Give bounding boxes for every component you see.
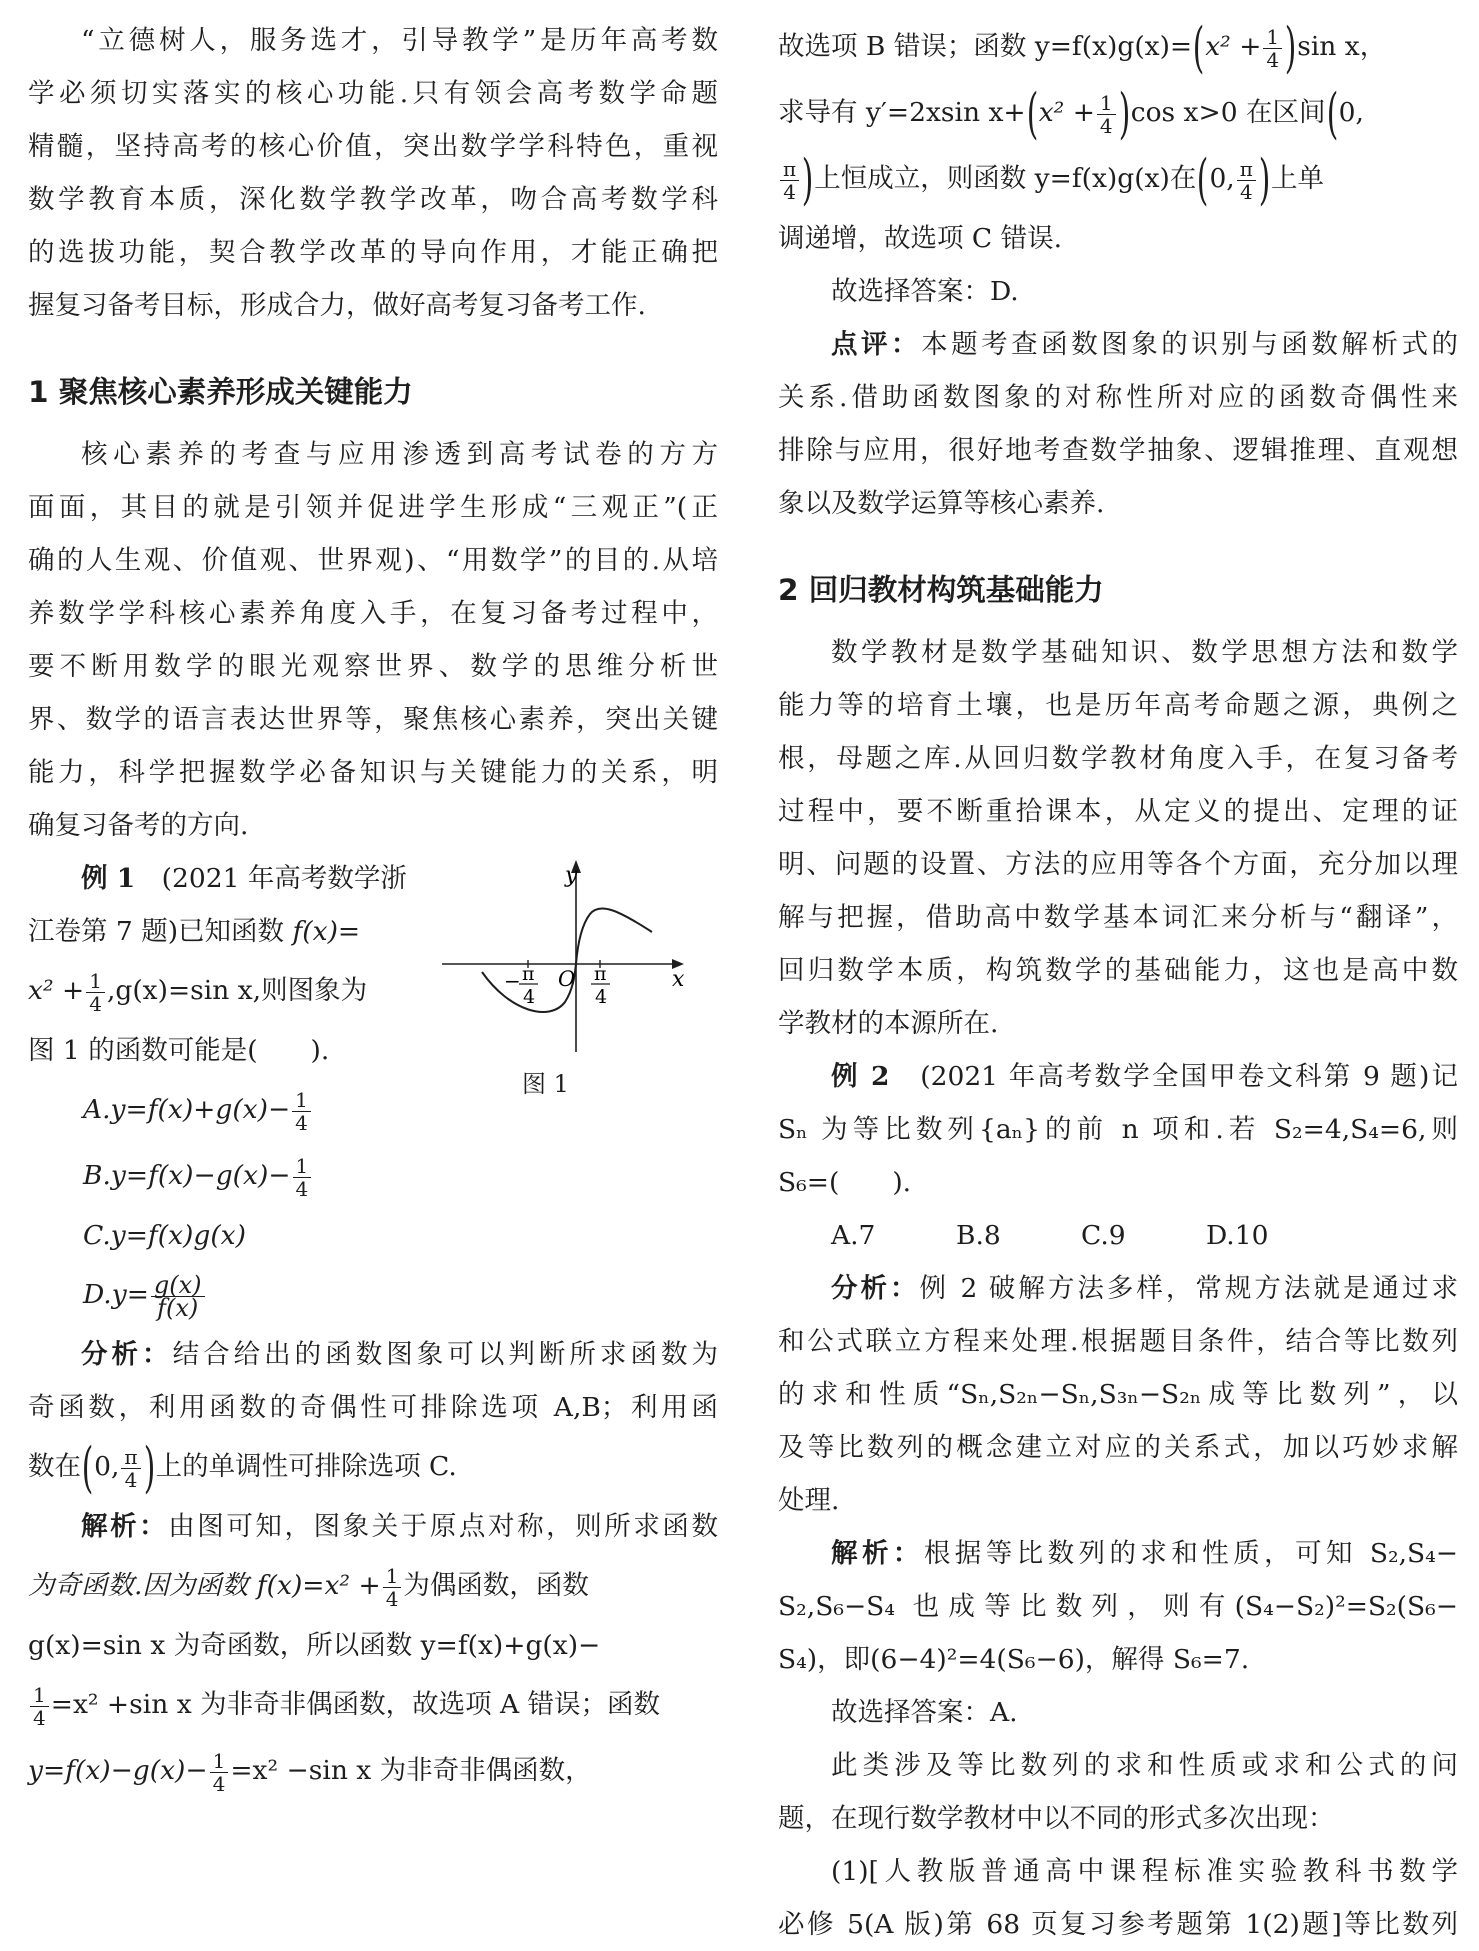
option-d-text: D.y= [83, 1279, 149, 1310]
text-line [778, 146, 1458, 212]
text-line [28, 1328, 718, 1381]
paren-close: ) [1258, 148, 1271, 211]
text-line: 精髓，坚持高考的核心价值，突出数学学科特色，重视 [28, 131, 718, 162]
fraction-num: 1 [1097, 92, 1116, 115]
text-line [778, 14, 1458, 80]
fraction [292, 1089, 311, 1134]
paren-open: ( [1197, 148, 1209, 211]
fraction-den: 4 [212, 1771, 226, 1796]
text-line: 界、数学的语言表达世界等，聚焦核心素养，突出关键 [28, 704, 718, 735]
example-1 [28, 852, 718, 1328]
pos-tick-pi: π [594, 963, 607, 985]
text-line [778, 318, 1458, 371]
text-line: 的选拔功能，契合教学改革的导向作用，才能正确把 [28, 237, 718, 268]
analysis-text: 数在 [28, 1451, 81, 1482]
math-text: cos x>0 在区间 [1130, 97, 1326, 128]
paren-open: ( [1192, 16, 1205, 79]
section-1-heading: 1 聚焦核心素养形成关键能力 [28, 375, 413, 409]
text-line: 学教材的本源所在. [778, 1008, 999, 1039]
analysis-text: 上的单调性可排除选项 C. [155, 1451, 457, 1482]
text-line: 数学教育本质，深化数学教学改革，吻合高考数学科 [28, 184, 718, 215]
answer-1: 故选择答案：D. [831, 276, 1019, 307]
fraction-den: 4 [1266, 47, 1280, 72]
math-text: 0, [1209, 163, 1235, 194]
analysis-text: 例 2 破解方法多样，常规方法就是通过求 [919, 1273, 1458, 1304]
fraction-den: 4 [33, 1705, 46, 1730]
math-text: ,g(x)=sin x,则图象为 [106, 975, 368, 1006]
analysis-text: 结合给出的函数图象可以判断所求函数为 [172, 1339, 719, 1370]
example-1-line [28, 852, 428, 905]
text-line: 题，在现行数学教材中以不同的形式多次出现： [778, 1803, 1335, 1834]
text-line [778, 1050, 1458, 1103]
fraction-num: 1 [210, 1750, 229, 1773]
paren-open: ( [81, 1436, 94, 1499]
fraction [210, 1750, 229, 1795]
text-line: 过程中，要不断重拾课本，从定义的提出、定理的证 [778, 796, 1458, 827]
fraction [121, 1446, 140, 1491]
fraction-den: 4 [295, 1176, 309, 1201]
fraction-den: 4 [1239, 179, 1253, 204]
fraction-den: 4 [385, 1586, 399, 1611]
example-2-label: 例 2 [831, 1061, 890, 1092]
fraction-den: 4 [1099, 113, 1113, 138]
solution-text: 为奇函数.因为函数 f(x)=x² + [28, 1570, 381, 1601]
fraction-num: π [121, 1446, 140, 1469]
fraction-num: 1 [292, 1089, 311, 1112]
solution-text: 为偶函数，函数 [403, 1570, 589, 1601]
option-b-text: B.y=f(x)−g(x)− [83, 1160, 291, 1191]
text-line: S₂,S₆−S₄ 也成等比数列，则有(S₄−S₂)²=S₂(S₆− [778, 1591, 1458, 1622]
math-text: 故选项 B 错误；函数 y=f(x)g(x)= [778, 31, 1193, 62]
math-text: x² + [28, 975, 85, 1006]
option-c [83, 1209, 718, 1262]
text-line: 数学教材是数学基础知识、数学思想方法和数学 [831, 637, 1458, 668]
text-line: 必修 5(A 版)第 68 页复习参考题第 1(2)题]等比数列 [778, 1909, 1458, 1940]
example-2-text: (2021 年高考数学全国甲卷文科第 9 题)记 [920, 1061, 1459, 1092]
option-d [83, 1262, 718, 1328]
comment-label: 点评： [831, 329, 922, 360]
fraction-num: 1 [30, 1684, 49, 1707]
curve [482, 908, 652, 1012]
section-2-paragraph [778, 626, 1458, 1050]
text-line: 握复习备考目标，形成合力，做好高考复习备考工作. [28, 290, 646, 321]
example-1-label: 例 1 [81, 863, 136, 894]
math-text: x² + [1038, 97, 1095, 128]
fraction-den: 4 [124, 1467, 138, 1492]
solution-1 [28, 1500, 718, 1804]
text-line: 和公式联立方程来处理.根据题目条件，结合等比数列 [778, 1326, 1458, 1357]
paren-open: ( [1326, 82, 1338, 145]
text-line [28, 1553, 718, 1619]
fraction-num: 1 [293, 1155, 312, 1178]
fraction-den: 4 [783, 179, 796, 204]
right-column [778, 14, 1458, 1951]
paren-close: ) [1118, 82, 1130, 145]
fraction [1263, 26, 1282, 71]
paren-open: ( [1026, 82, 1038, 145]
paren-close: ) [143, 1436, 155, 1499]
text-line [28, 1672, 718, 1738]
comment-1 [778, 318, 1458, 530]
fraction-num: g(x) [151, 1274, 205, 1297]
origin-label: O [558, 967, 576, 991]
example-1-source: (2021 年高考数学浙 [161, 863, 407, 894]
text-line: 根，母题之库.从回归数学教材角度入手，在复习备考 [778, 743, 1458, 774]
math-text: f(x)= [292, 916, 361, 947]
text-line: 调递增，故选项 C 错误. [778, 223, 1063, 254]
x-axis-label: x [672, 967, 685, 992]
text-line: 象以及数学运算等核心素养. [778, 488, 1105, 519]
text-line [28, 1738, 718, 1804]
fraction-num: π [1237, 158, 1256, 181]
text-line: g(x)=sin x 为奇函数，所以函数 y=f(x)+g(x)− [28, 1630, 601, 1661]
solution-text: =x² +sin x 为非奇非偶函数，故选项 A 错误；函数 [50, 1689, 661, 1720]
math-text: 上单 [1270, 163, 1324, 194]
text-line [28, 1500, 718, 1553]
text-line: S₄)，即(6−4)²=4(S₆−6)，解得 S₆=7. [778, 1644, 1250, 1675]
text-line: Sₙ 为等比数列{aₙ}的前 n 项和.若 S₂=4,S₄=6,则 [778, 1114, 1458, 1145]
text-line: 确的人生观、价值观、世界观)、“用数学”的目的.从培 [28, 545, 718, 576]
example-1-line [28, 958, 428, 1024]
fraction-num: 1 [86, 970, 105, 993]
text-line: 关系.借助函数图象的对称性所对应的函数奇偶性来 [778, 382, 1458, 413]
comment-text: 本题考查函数图象的识别与函数解析式的 [921, 329, 1459, 360]
text-line: 回归数学本质，构筑数学的基础能力，这也是高中数 [778, 955, 1458, 986]
fraction [780, 158, 799, 203]
example-1-source: 江卷第 7 题)已知函数 [28, 916, 285, 947]
text-line: 解与把握，借助高中数学基本词汇来分析与“翻译”， [778, 902, 1458, 933]
answer-2: 故选择答案：A. [831, 1697, 1018, 1728]
analysis-label: 分析： [831, 1273, 920, 1304]
fraction-num: 1 [383, 1565, 402, 1588]
math-text: 0, [94, 1451, 120, 1482]
math-text: sin x， [1297, 31, 1387, 62]
fraction [151, 1270, 205, 1322]
solution-text: 由图可知，图象关于原点对称，则所求函数 [168, 1511, 719, 1542]
paragraph-4 [778, 1845, 1458, 1951]
text-line: 及等比数列的概念建立对应的关系式，加以巧妙求解 [778, 1432, 1458, 1463]
text-line [778, 80, 1458, 146]
text-line [28, 1434, 718, 1500]
text-line: 处理. [778, 1485, 840, 1516]
paren-close: ) [1284, 16, 1297, 79]
text-line: 能力，科学把握数学必备知识与关键能力的关系，明 [28, 757, 718, 788]
example-1-line [28, 905, 428, 958]
fraction-den: f(x) [157, 1293, 199, 1322]
option-a: A.7 [831, 1220, 876, 1251]
option-b [83, 1143, 718, 1209]
fraction [1237, 158, 1256, 203]
fraction [86, 970, 105, 1015]
option-b: B.8 [956, 1220, 1001, 1251]
math-text: x² + [1205, 31, 1262, 62]
section-1-paragraph [28, 428, 718, 852]
solution-text: =x² −sin x 为非奇非偶函数， [230, 1755, 592, 1786]
paren-close: ) [801, 148, 814, 211]
left-column [28, 14, 718, 1804]
text-line: 核心素养的考查与应用渗透到高考试卷的方方 [81, 439, 718, 470]
figure-1 [440, 852, 688, 1102]
solution-1-continued [778, 14, 1458, 318]
analysis-label: 分析： [81, 1339, 173, 1370]
fraction [30, 1684, 49, 1729]
figure-1-caption: 图 1 [522, 1070, 569, 1098]
text-line: 明、问题的设置、方法的应用等各个方面，充分加以理 [778, 849, 1458, 880]
text-line: S₆=( ). [778, 1167, 912, 1198]
text-line: 能力等的培育土壤，也是历年高考命题之源，典例之 [778, 690, 1458, 721]
neg-tick-four: 4 [523, 986, 536, 1008]
fraction [383, 1565, 402, 1610]
neg-tick-pi: π [522, 963, 535, 985]
text-line: 的求和性质“Sₙ,S₂ₙ−Sₙ,S₃ₙ−S₂ₙ成等比数列”，以 [778, 1379, 1458, 1410]
text-line: 此类涉及等比数列的求和性质或求和公式的问 [831, 1750, 1458, 1781]
section-2-heading: 2 回归教材构筑基础能力 [778, 573, 1104, 607]
solution-text: y=f(x)−g(x)− [28, 1755, 208, 1786]
text-line: 排除与应用，很好地考查数学抽象、逻辑推理、直观想 [778, 435, 1458, 466]
solution-text: 根据等比数列的求和性质，可知 S₂,S₄− [923, 1538, 1459, 1569]
fraction-den: 4 [295, 1110, 308, 1135]
solution-label: 解析： [81, 1511, 169, 1542]
option-c: C.9 [1081, 1220, 1126, 1251]
function-graph [440, 852, 688, 1062]
text-line: 确复习备考的方向. [28, 810, 249, 841]
y-axis-label: y [565, 863, 578, 888]
text-line: “立德树人，服务选才，引导教学”是历年高考数 [81, 25, 718, 56]
fraction [1097, 92, 1116, 137]
fraction-num: π [780, 158, 799, 181]
example-1-question: 图 1 的函数可能是( ). [28, 1035, 330, 1066]
text-line: 学必须切实落实的核心功能.只有领会高考数学命题 [28, 78, 718, 109]
text-line: 要不断用数学的眼光观察世界、数学的思维分析世 [28, 651, 718, 682]
text-line [778, 1262, 1458, 1315]
solution-label: 解析： [831, 1538, 924, 1569]
text-line: 面面，其目的就是引领并促进学生形成“三观正”(正 [28, 492, 718, 523]
text-line: 养数学学科核心素养角度入手，在复习备考过程中， [28, 598, 718, 629]
option-a-text: A.y=f(x)+g(x)− [83, 1094, 291, 1125]
math-text: 0, [1338, 97, 1364, 128]
solution-2 [778, 1527, 1458, 1739]
example-2-options [778, 1209, 1458, 1262]
intro-paragraph [28, 14, 718, 332]
fraction [293, 1155, 312, 1200]
neg-tick-sign: − [504, 969, 521, 993]
option-c-text: C.y=f(x)g(x) [83, 1220, 246, 1251]
analysis-2 [778, 1262, 1458, 1527]
math-text: 上恒成立，则函数 y=f(x)g(x)在 [814, 163, 1197, 194]
fraction-num: 1 [1263, 26, 1282, 49]
text-line: (1)[人教版普通高中课程标准实验教科书数学 [831, 1856, 1458, 1887]
paragraph-3 [778, 1739, 1458, 1845]
pos-tick-four: 4 [595, 986, 608, 1008]
analysis-1 [28, 1328, 718, 1500]
example-2 [778, 1050, 1458, 1262]
option-d: D.10 [1206, 1220, 1269, 1251]
fraction-den: 4 [89, 991, 102, 1016]
text-line: 奇函数，利用函数的奇偶性可排除选项 A,B；利用函 [28, 1392, 718, 1423]
math-text: 求导有 y′=2xsin x+ [778, 97, 1026, 128]
text-line [778, 1527, 1458, 1580]
